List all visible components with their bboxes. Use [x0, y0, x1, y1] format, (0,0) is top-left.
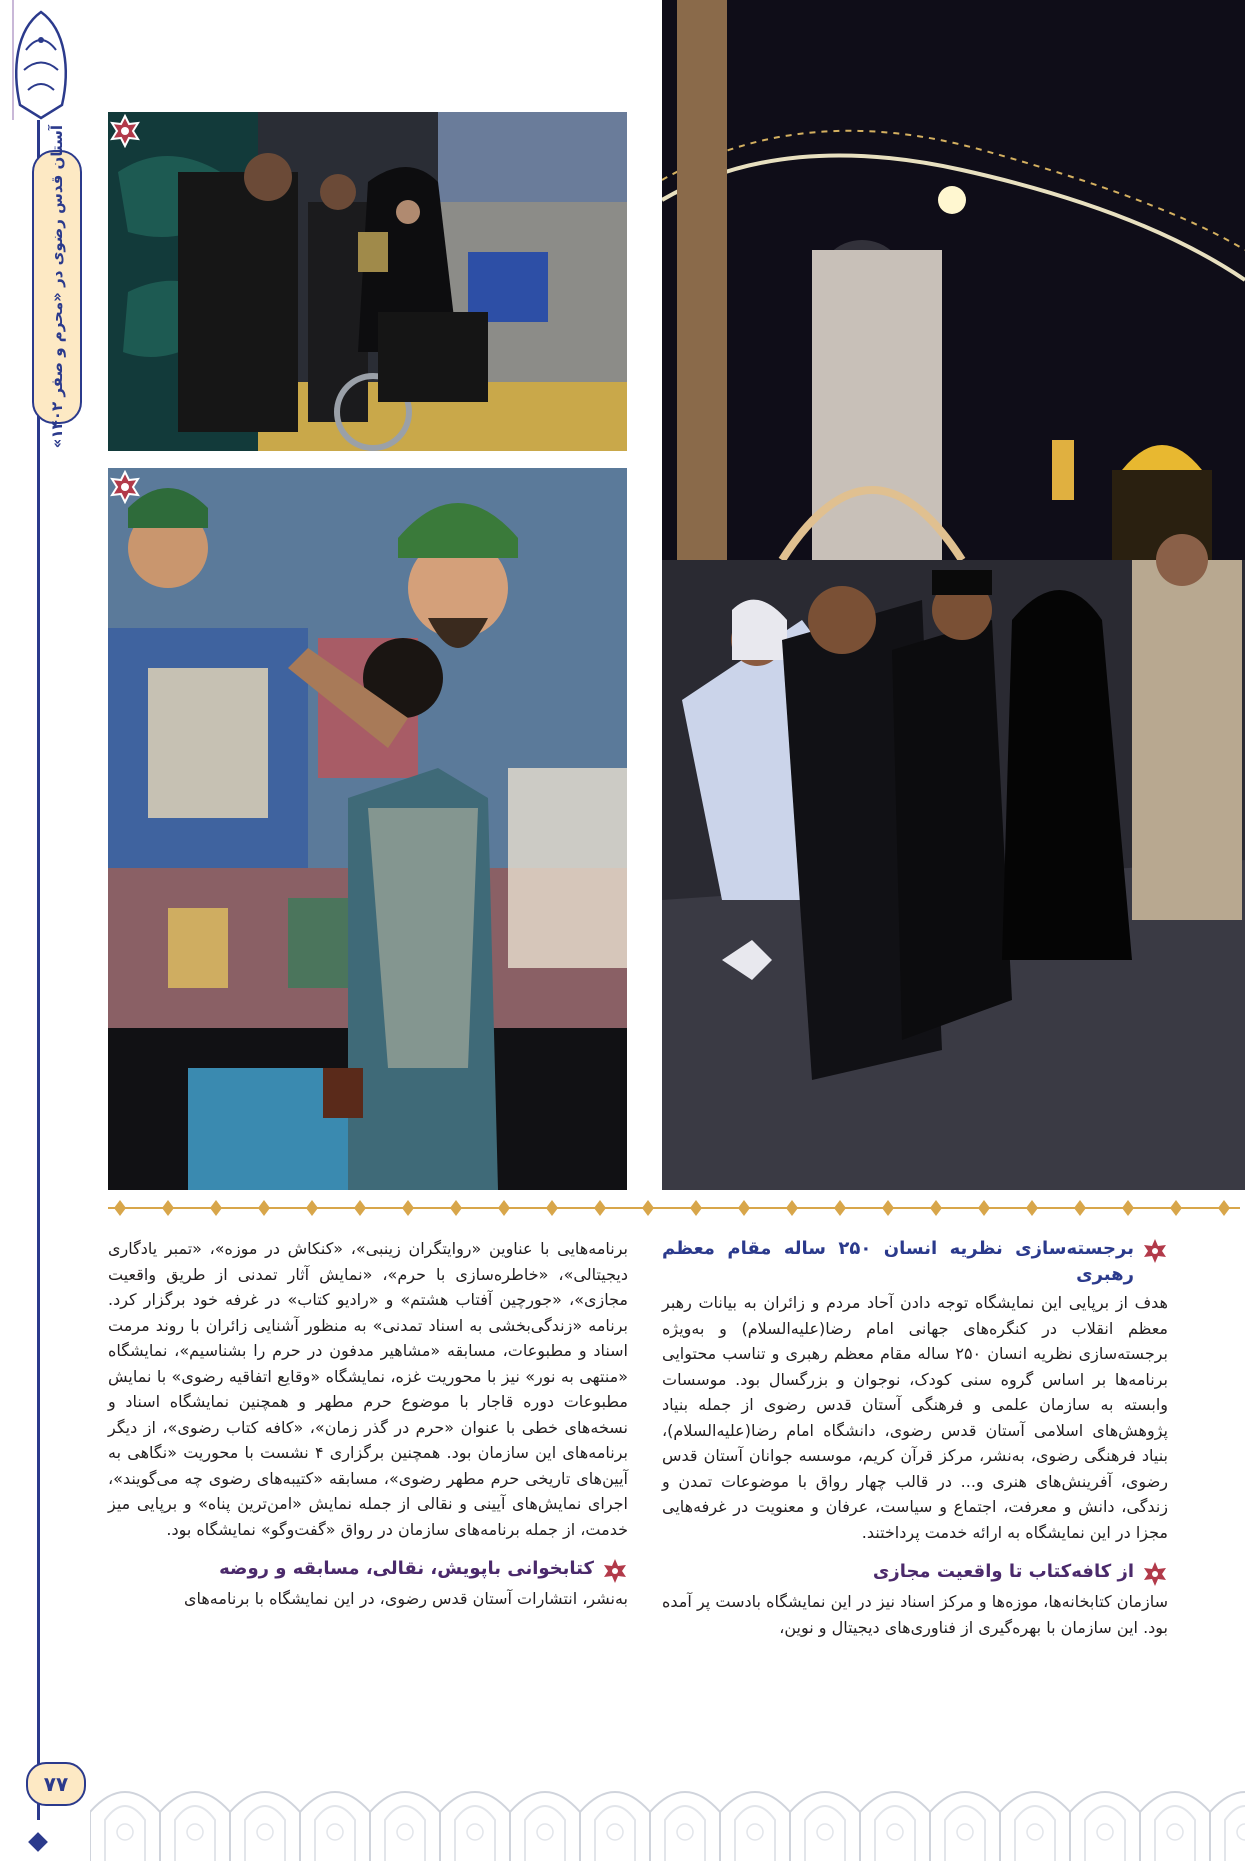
photo-storyteller-painting	[108, 468, 627, 1190]
flower-bullet-icon	[602, 1558, 628, 1584]
photo-wheelchair-pilgrim	[108, 112, 627, 451]
flower-corner-icon	[108, 470, 142, 504]
flower-bullet-icon	[1142, 1561, 1168, 1587]
body-paragraph: به‌نشر، انتشارات آستان قدس رضوی، در این نمایشگاه با برنامه‌های	[183, 1589, 628, 1608]
logo-emblem-icon	[6, 10, 76, 120]
body-paragraph: سازمان کتابخانه‌ها، موزه‌ها و مرکز اسناد نیز در این نمایشگاه بادست پر آمده بود. این سازمان با بهره‌گیری از فناوری‌های دیجیتال و نوین،	[662, 1592, 1168, 1637]
footer-pattern	[90, 1772, 1245, 1861]
section-label: آستان قدس رضوی در «محرم و صفر ۱۴۰۲»	[48, 125, 66, 449]
ornament-divider-icon	[108, 1196, 1240, 1220]
section-heading: برجسته‌سازی نظریه انسان ۲۵۰ ساله مقام معظم رهبری	[662, 1238, 1134, 1285]
right-text-column	[662, 1236, 1168, 1640]
section-heading: کتابخوانی باپویش، نقالی، مسابقه و روضه	[219, 1558, 594, 1579]
left-text-column	[108, 1236, 628, 1612]
page-number: ۷۷	[26, 1762, 86, 1806]
section-heading: از کافه‌کتاب تا واقعیت مجازی	[872, 1561, 1134, 1582]
body-paragraph: برنامه‌هایی با عناوین «روایتگران زینبی»، «کنکاش در موزه»، «تمبر یادگاری دیجیتالی»، «خاطره‌سازی با حرم»، «نمایش آثار تمدنی از طریق واقعیت مجازی»، «جورچین آفتاب هشتم» و «رادیو کتاب» در غرفه خود برگزار کرد. برنامه «زندگی‌بخشی به اسناد تمدنی» به منظور آشنایی زائران با روند مرمت اسناد و مطبوعات، مسابقه «مشاهیر مدفون در حرم را بشناسیم»، نمایشگاه «منتهی به نور» نیز با محوریت غزه، نمایشگاه «وقایع اتفاقیه رضوی» با نمایش مطبوعات دوره قاجار با موضوع حرم مطهر و همچنین نمایشگاه اسناد و نسخه‌های خطی با عنوان «حرم در گذر زمان»، «کافه کتاب رضوی»، از دیگر برنامه‌های این سازمان بود. همچنین برگزاری ۴ نشست با محوریت «نگاهی به آیین‌های تاریخی حرم مطهر رضوی»، مسابقه «کتیبه‌های رضوی چه می‌گویند»، اجرای نمایش‌های آیینی و نقالی از جمله نمایش «امن‌ترین پناه» و برپایی میز خدمت، از جمله برنامه‌های سازمان در رواق «گفت‌وگو» نمایشگاه بود.	[108, 1239, 629, 1539]
heading-row	[662, 1559, 1168, 1587]
body-paragraph: هدف از برپایی این نمایشگاه توجه دادن آحاد مردم و زائران به بیانات رهبر معظم انقلاب در کنگره‌های جهانی امام رضا(علیه‌السلام) و به‌ویژه برجسته‌سازی نظریه انسان ۲۵۰ ساله مقام معظم رهبری و تناسب محتوایی برنامه‌ها بر اساس گروه سنی کودک، نوجوان و بزرگسال بود. موسسات وابسته به سازمان علمی و فرهنگی آستان قدس رضوی از جمله بنیاد پژوهش‌های اسلامی آستان قدس رضوی، دانشگاه امام رضا(علیه‌السلام)، بنیاد فرهنگی رضوی، به‌نشر، مرکز قرآن کریم، موسسه جوانان آستان قدس رضوی، آفرینش‌های هنری و... در قالب چهار رواق با موضوعات تمدن و زندگی، دانش و معرفت، اجتماع و سیاست، عرفان و معنویت در غرفه‌هایی مجزا در این نمایشگاه به ارائه خدمت پرداختند.	[662, 1293, 1168, 1542]
flower-bullet-icon	[1142, 1238, 1168, 1264]
photo-night-shrine-pilgrims	[662, 0, 1245, 1190]
flower-corner-icon	[108, 114, 142, 148]
heading-row	[662, 1236, 1168, 1288]
rail-diamond	[28, 1832, 48, 1852]
section-tag	[32, 125, 82, 449]
heading-row	[108, 1556, 628, 1584]
